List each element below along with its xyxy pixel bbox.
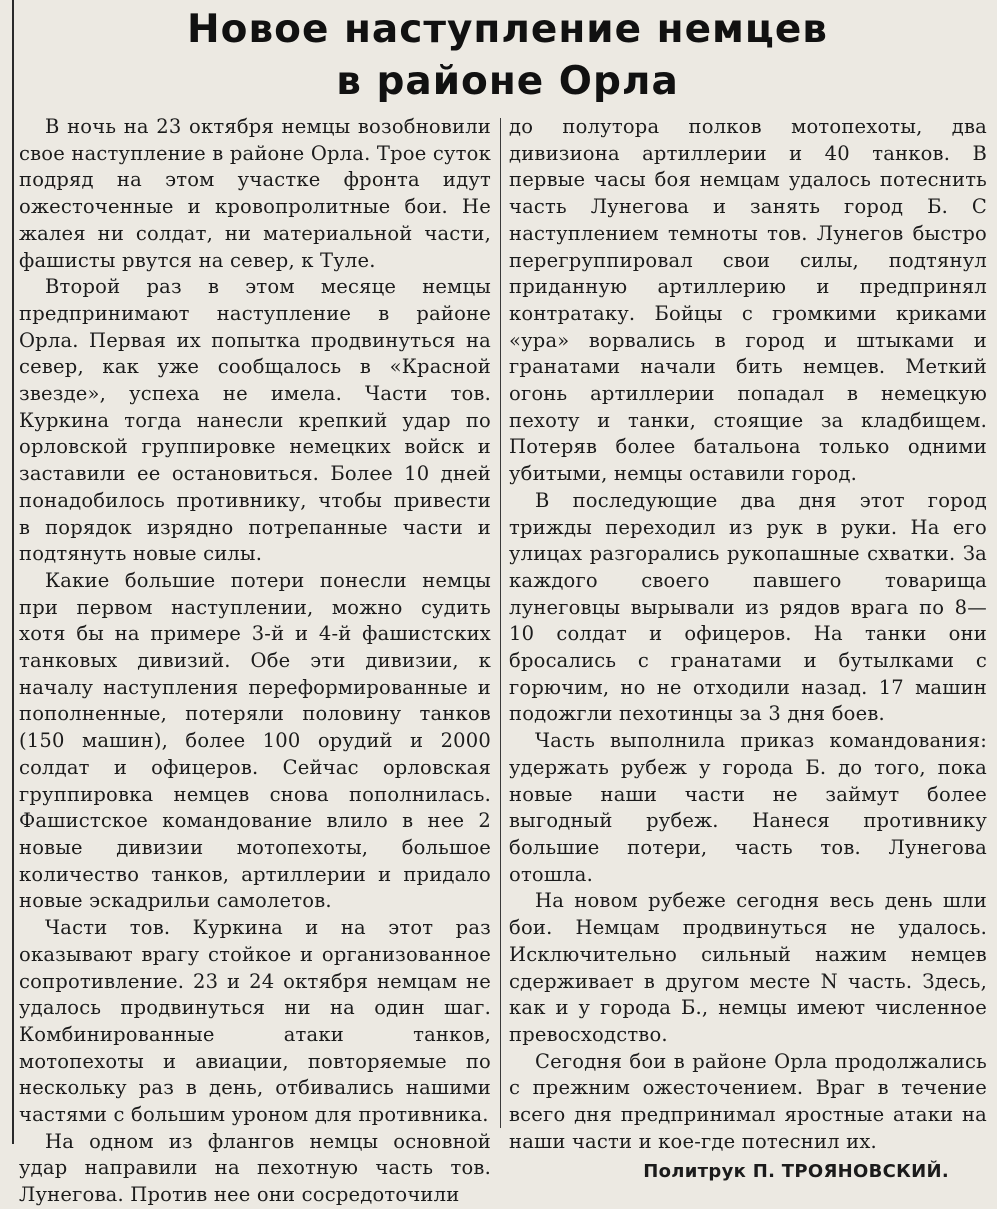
- article-column-left: [19, 114, 491, 1209]
- paragraph: Части тов. Куркина и на этот раз оказывают врагу стойкое и организованное сопротивление. 23 и 24 октября немцам не удалось продвинуться ни на один шаг. Комбинированные атаки танков, мотопехоты и авиации, повторяемые по нескольку раз в день, отбивались нашими частями с большим уроном для противника.: [19, 916, 491, 1127]
- paragraph-continued: до полутора полков мотопехоты, два дивизиона артиллерии и 40 танков. В первые часы боя немцам удалось потеснить часть Лунегова и занять город Б. С наступлением темноты тов. Лунегов быстро перегруппировал свои силы, подтянул приданную артиллерию и предпринял контратаку. Бойцы с громкими криками «ура» ворвались в город и штыками и гранатами начали бить немцев. Меткий огонь артиллерии попадал в немецкую пехоту и танки, стоящие за кладбищем. Потеряв более батальона только одними убитыми, немцы оставили город.: [509, 115, 987, 486]
- author-signature: [509, 1159, 987, 1186]
- paragraph: В ночь на 23 октября немцы возобновили свое наступление в районе Орла. Трое суток подряд на этом участке фронта идут ожесточенные и кровопролитные бои. Не жалея ни солдат, ни материальной части, фашисты рвутся на север, к Туле.: [19, 115, 491, 272]
- column-divider: [500, 118, 501, 1128]
- paragraph: Часть выполнила приказ командования: удержать рубеж у города Б. до того, пока новые наши части не займут более выгодный рубеж. Нанеся противнику большие потери, часть тов. Лунегова отошла.: [509, 729, 987, 886]
- paragraph: Сегодня бои в районе Орла продолжались с прежним ожесточением. Враг в течение всего дня предпринимал яростные атаки на наши части и кое-где потеснил их.: [509, 1049, 987, 1153]
- author-name: П. ТРОЯНОВСКИЙ.: [752, 1161, 949, 1183]
- left-border-rule: [12, 0, 14, 1144]
- paragraph: На новом рубеже сегодня весь день шли бои. Немцам продвинуться не удалось. Исключительно сильный нажим немцев сдерживает в другом месте N часть. Здесь, как и у города Б., немцы имеют численное превосходство.: [509, 889, 987, 1046]
- paragraph: Второй раз в этом месяце немцы предпринимают наступление в районе Орла. Первая их попытка продвинуться на север, как уже сообщалось в «Красной звезде», успеха не имела. Части тов. Куркина тогда нанесли крепкий удар по орловской группировке немецких войск и заставили ее остановиться. Более 10 дней понадобилось противнику, чтобы привести в порядок изрядно потрепанные части и подтянуть новые силы.: [19, 275, 491, 566]
- article-column-right: [509, 114, 987, 1186]
- paragraph: На одном из флангов немцы основной удар направили на пехотную часть тов. Лунегова. Против нее они сосредоточили: [19, 1129, 491, 1207]
- paragraph: Какие большие потери понесли немцы при первом наступлении, можно судить хотя бы на примере 3-й и 4-й фашистских танковых дивизий. Обе эти дивизии, к началу наступления переформированные и пополненные, потеряли половину танков (150 машин), более 100 орудий и 2000 солдат и офицеров. Сейчас орловская группировка немцев снова пополнилась. Фашистское командование влило в нее 2 новые дивизии мотопехоты, большое количество танков, артиллерии и придало новые эскадрильи самолетов.: [19, 568, 491, 913]
- paragraph: В последующие два дня этот город трижды переходил из рук в руки. На его улицах разгорались рукопашные схватки. За каждого своего павшего товарища лунеговцы вырывали из рядов врага по 8—10 солдат и офицеров. На танки они бросались с гранатами и бутылками с горючим, но не отходили назад. 17 машин подожгли пехотинцы за 3 дня боев.: [509, 488, 987, 726]
- headline-line-2: в районе Орла: [336, 59, 679, 104]
- headline-line-1: Новое наступление немцев: [187, 7, 828, 52]
- article-headline: [18, 4, 997, 108]
- author-role: Политрук: [643, 1161, 747, 1183]
